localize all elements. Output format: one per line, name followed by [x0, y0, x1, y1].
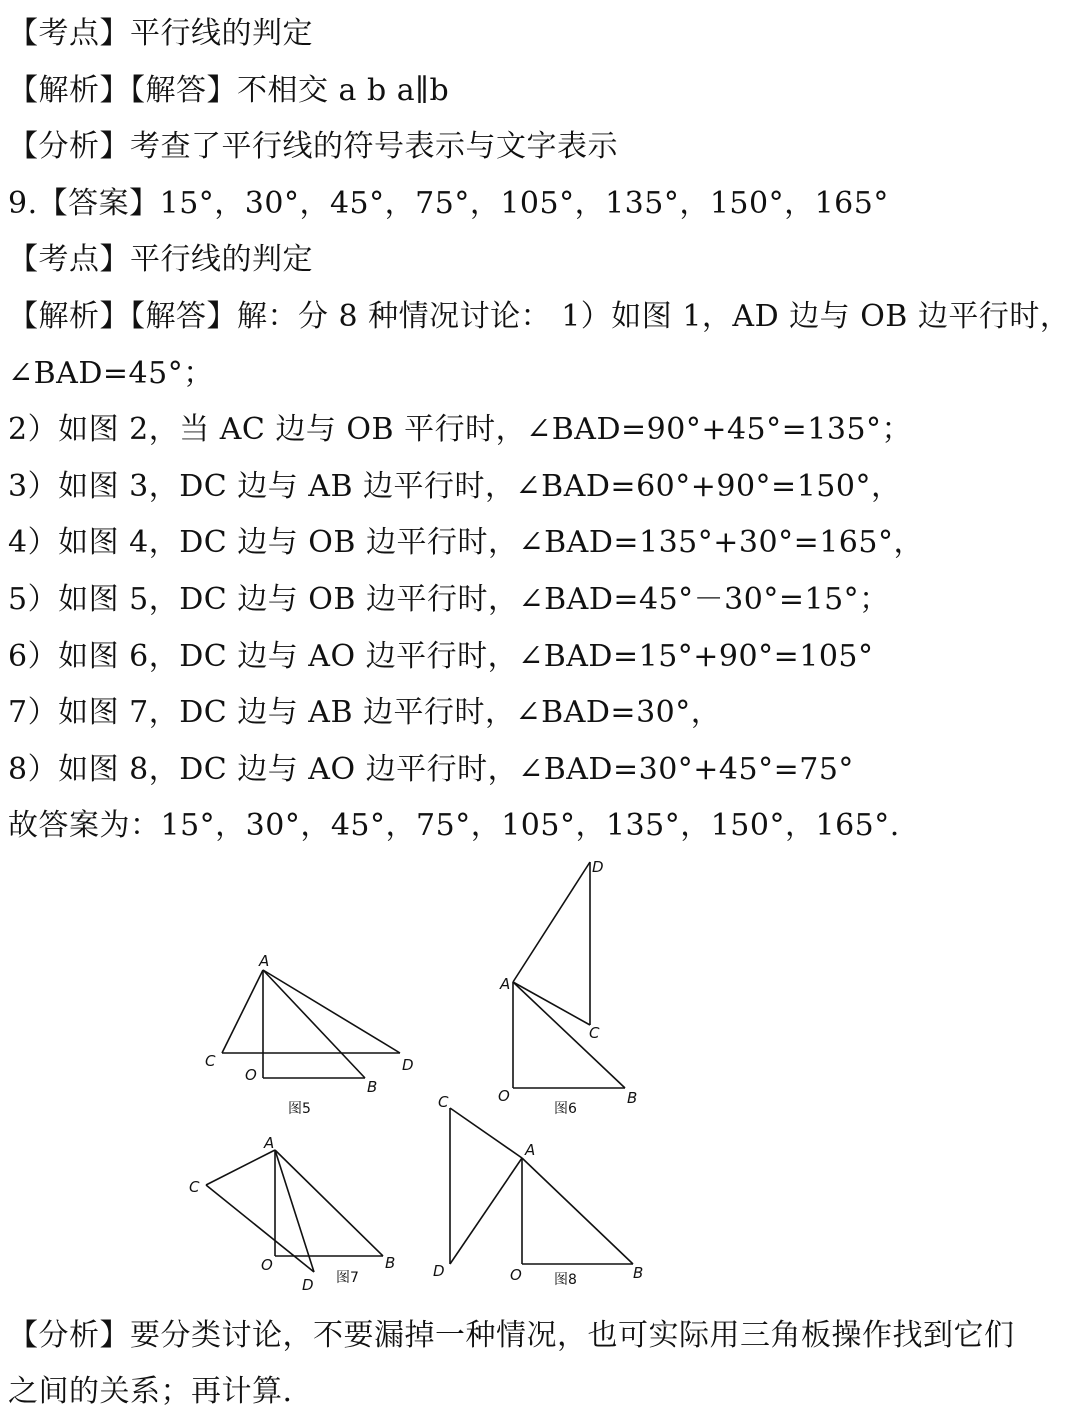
analysis-line-2: 之间的关系；再计算. [8, 1374, 293, 1409]
text-line-4: 9.【答案】15°，30°，45°，75°，105°，135°，150°，165° [8, 186, 889, 221]
fig5-label-b: B [367, 1078, 378, 1096]
text-line-9: 3）如图 3，DC 边与 AB 边平行时，∠BAD=60°+90°=150°， [8, 469, 902, 504]
fig6-label-b: B [627, 1089, 638, 1107]
fig7-label-b: B [385, 1254, 396, 1272]
fig8-label-o: O [510, 1266, 522, 1284]
fig7-label-a: A [264, 1134, 275, 1152]
fig7-label-o: O [261, 1256, 273, 1274]
fig5-caption: 图5 [288, 1101, 311, 1117]
fig5-label-d: D [402, 1056, 414, 1074]
text-line-14: 8）如图 8，DC 边与 AO 边平行时，∠BAD=30°+45°=75° [8, 752, 854, 787]
geometry-figures [0, 850, 1080, 1300]
fig7-label-d: D [302, 1276, 314, 1294]
fig5-label-a: A [259, 952, 270, 970]
figure-7 [189, 1134, 395, 1294]
text-line-8: 2）如图 2，当 AC 边与 OB 平行时，∠BAD=90°+45°=135°； [8, 412, 913, 447]
figure-6 [498, 858, 637, 1117]
fig6-label-a: A [500, 975, 511, 993]
fig6-caption: 图6 [554, 1101, 577, 1117]
fig5-label-o: O [245, 1066, 257, 1084]
text-line-7: ∠BAD=45°； [8, 356, 214, 391]
text-line-1: 【考点】平行线的判定 [8, 16, 313, 51]
fig7-label-c: C [189, 1178, 200, 1196]
fig8-caption: 图8 [554, 1272, 577, 1288]
fig6-label-c: C [589, 1024, 600, 1042]
text-line-6: 【解析】【解答】解：分 8 种情况讨论： 1）如图 1，AD 边与 OB 边平行时， [8, 299, 1071, 334]
fig7-caption: 图7 [336, 1270, 359, 1286]
figures-svg [0, 850, 1080, 1300]
fig6-label-d: D [592, 858, 604, 876]
figure-5 [205, 952, 414, 1117]
figure-8 [433, 1093, 643, 1288]
text-line-5: 【考点】平行线的判定 [8, 242, 313, 277]
fig6-label-o: O [498, 1087, 510, 1105]
text-line-2: 【解析】【解答】不相交 a b a∥b [8, 73, 450, 108]
text-line-12: 6）如图 6，DC 边与 AO 边平行时，∠BAD=15°+90°=105° [8, 639, 874, 674]
text-line-10: 4）如图 4，DC 边与 OB 边平行时，∠BAD=135°+30°=165°， [8, 525, 924, 560]
fig8-label-b: B [633, 1264, 644, 1282]
text-line-15: 故答案为：15°，30°，45°，75°，105°，135°，150°，165°. [8, 808, 900, 843]
text-line-3: 【分析】考查了平行线的符号表示与文字表示 [8, 129, 618, 164]
fig8-label-c: C [438, 1093, 449, 1111]
analysis-line-1: 【分析】要分类讨论，不要漏掉一种情况，也可实际用三角板操作找到它们 [8, 1318, 1015, 1353]
fig8-label-d: D [433, 1262, 445, 1280]
fig8-label-a: A [525, 1141, 536, 1159]
fig5-label-c: C [205, 1052, 216, 1070]
text-line-13: 7）如图 7，DC 边与 AB 边平行时，∠BAD=30°， [8, 695, 722, 730]
text-line-11: 5）如图 5，DC 边与 OB 边平行时，∠BAD=45°－30°=15°； [8, 582, 890, 617]
